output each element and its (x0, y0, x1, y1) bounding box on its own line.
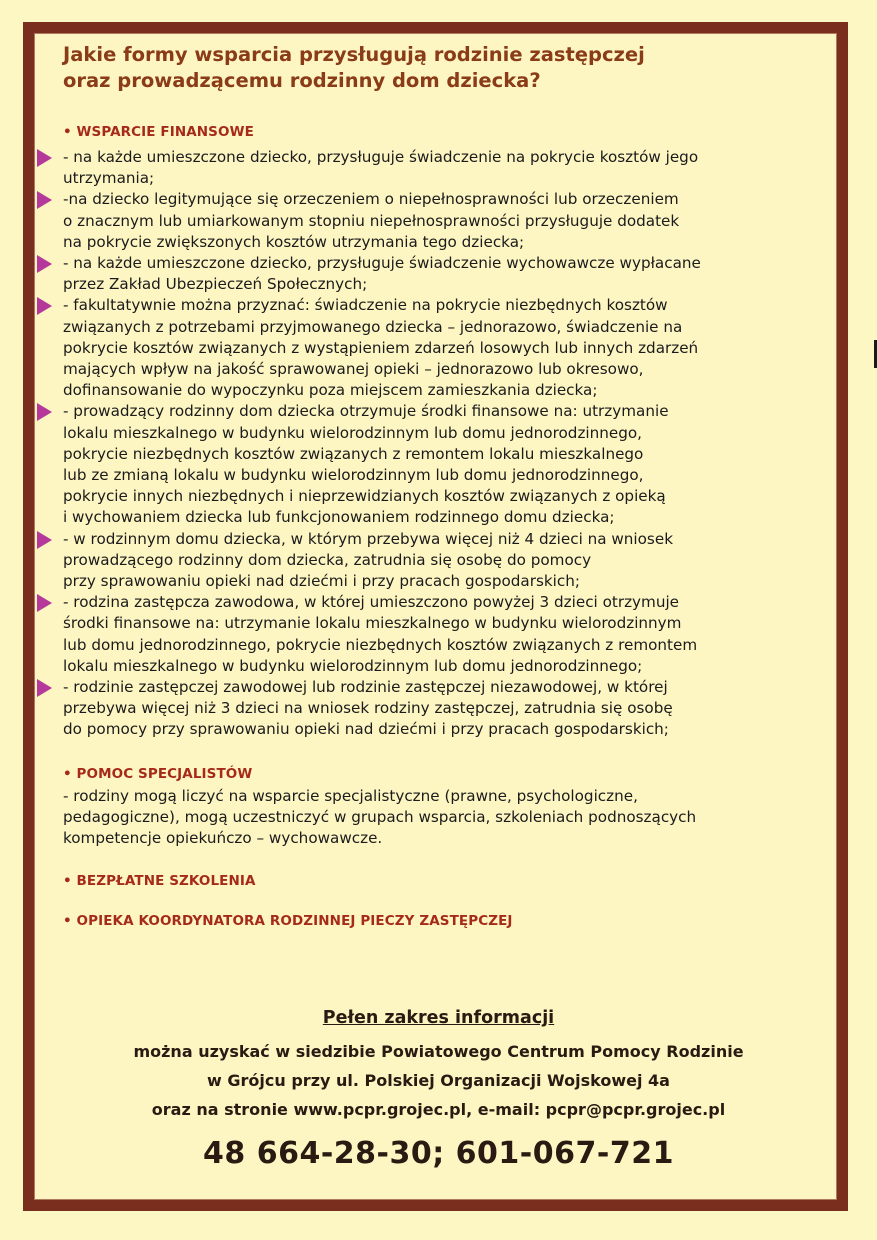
page-title (63, 42, 763, 94)
item-line: dofinansowanie do wypoczynku poza miejscem zamieszkania dziecka; (63, 381, 598, 400)
item-line: przy sprawowaniu opieki nad dziećmi i przy pracach gospodarskich; (63, 572, 580, 591)
paragraph-line: pedagogiczne), mogą uczestniczyć w grupach wsparcia, szkoleniach podnoszących (63, 808, 697, 827)
info-line: oraz na stronie www.pcpr.grojec.pl, e-mail: pcpr@pcpr.grojec.pl (151, 1100, 726, 1119)
item-line: pokrycie innych niezbędnych i nieprzewidzianych kosztów związanych z opieką (63, 487, 666, 506)
item-line: lub ze zmianą lokalu w budynku wielorodzinnym lub domu jednorodzinnego, (63, 466, 644, 485)
triangle-arrow-icon (37, 255, 52, 273)
item-line: - rodzinie zastępczej zawodowej lub rodzinie zastępczej niezawodowej, w której (63, 678, 668, 697)
item-line: mających wpływ na jakość sprawowanej opieki – jednorazowo lub okresowo, (63, 360, 644, 379)
item-line: związanych z potrzebami przyjmowanego dziecka – jednorazowo, świadczenie na (63, 317, 683, 336)
item-line: o znacznym lub umiarkowanym stopniu niepełnosprawności przysługuje dodatek (63, 211, 680, 230)
info-line: w Grójcu przy ul. Polskiej Organizacji Wojskowej 4a (207, 1071, 670, 1090)
item-line: na pokrycie zwiększonych kosztów utrzymania tego dziecka; (63, 232, 525, 251)
section-heading-coordinator: • OPIEKA KOORDYNATORA RODZINNEJ PIECZY ZASTĘPCZEJ (63, 913, 513, 929)
phone-numbers: 48 664-28-30; 601-067-721 (203, 1136, 674, 1171)
triangle-arrow-icon (37, 403, 52, 421)
item-line: - na każde umieszczone dziecko, przysługuje świadczenie wychowawcze wypłacane (63, 254, 701, 273)
section-heading-financial: • WSPARCIE FINANSOWE (63, 124, 254, 140)
item-line: lokalu mieszkalnego w budynku wielorodzinnym lub domu jednorodzinnego; (63, 656, 643, 675)
item-line: i wychowaniem dziecka lub funkcjonowaniem rodzinnego domu dziecka; (63, 508, 615, 527)
list-item (0, 677, 877, 741)
triangle-arrow-icon (37, 191, 52, 209)
list-item (0, 592, 877, 677)
paragraph-line: - rodziny mogą liczyć na wsparcie specjalistyczne (prawne, psychologiczne, (63, 787, 638, 805)
list-item (0, 295, 877, 401)
item-line: - na każde umieszczone dziecko, przysługuje świadczenie na pokrycie kosztów jego (63, 148, 699, 166)
list-item (0, 189, 877, 253)
item-line: do pomocy przy sprawowaniu opieki nad dziećmi i przy pracach gospodarskich; (63, 720, 669, 739)
item-line: - w rodzinnym domu dziecka, w którym przebywa więcej niż 4 dzieci na wniosek (63, 529, 673, 548)
specialists-paragraph (63, 786, 823, 850)
item-line: utrzymania; (63, 169, 155, 188)
financial-support-list (0, 147, 877, 741)
list-item (0, 253, 877, 295)
triangle-arrow-icon (37, 594, 52, 612)
title-line: oraz prowadzącemu rodzinny dom dziecka? (63, 69, 541, 92)
item-line: prowadzącego rodzinny dom dziecka, zatrudnia się osobę do pomocy (63, 550, 592, 569)
item-line: przebywa więcej niż 3 dzieci na wniosek rodziny zastępczej, zatrudnia się osobę (63, 699, 673, 718)
triangle-arrow-icon (37, 149, 52, 167)
triangle-arrow-icon (37, 679, 52, 697)
triangle-arrow-icon (37, 297, 52, 315)
list-item (0, 401, 877, 528)
item-line: - rodzina zastępcza zawodowa, w której umieszczono powyżej 3 dzieci otrzymuje (63, 593, 680, 612)
title-line: Jakie formy wsparcia przysługują rodzinie zastępczej (63, 43, 645, 66)
info-line: można uzyskać w siedzibie Powiatowego Centrum Pomocy Rodzinie (133, 1042, 744, 1061)
item-line: środki finansowe na: utrzymanie lokalu mieszkalnego w budynku wielorodzinnym (63, 614, 682, 633)
list-item (0, 529, 877, 593)
triangle-arrow-icon (37, 531, 52, 549)
item-line: pokrycie niezbędnych kosztów związanych z remontem lokalu mieszkalnego (63, 444, 644, 463)
item-line: -na dziecko legitymujące się orzeczeniem o niepełnosprawności lub orzeczeniem (63, 190, 679, 209)
item-line: - fakultatywnie można przyznać: świadczenie na pokrycie niezbędnych kosztów (63, 296, 668, 315)
paragraph-line: kompetencje opiekuńczo – wychowawcze. (63, 829, 383, 848)
section-heading-specialists: • POMOC SPECJALISTÓW (63, 766, 253, 782)
list-item (0, 147, 877, 189)
item-line: lokalu mieszkalnego w budynku wielorodzinnym lub domu jednorodzinnego, (63, 423, 642, 442)
item-line: lub domu jednorodzinnego, pokrycie niezbędnych kosztów związanych z remontem (63, 635, 698, 654)
item-line: - prowadzący rodzinny dom dziecka otrzymuje środki finansowe na: utrzymanie (63, 402, 669, 421)
info-heading: Pełen zakres informacji (322, 1008, 555, 1028)
item-line: przez Zakład Ubezpieczeń Społecznych; (63, 275, 368, 294)
item-line: pokrycie kosztów związanych z wystąpieniem zdarzeń losowych lub innych zdarzeń (63, 338, 699, 357)
section-heading-training: • BEZPŁATNE SZKOLENIA (63, 873, 256, 889)
